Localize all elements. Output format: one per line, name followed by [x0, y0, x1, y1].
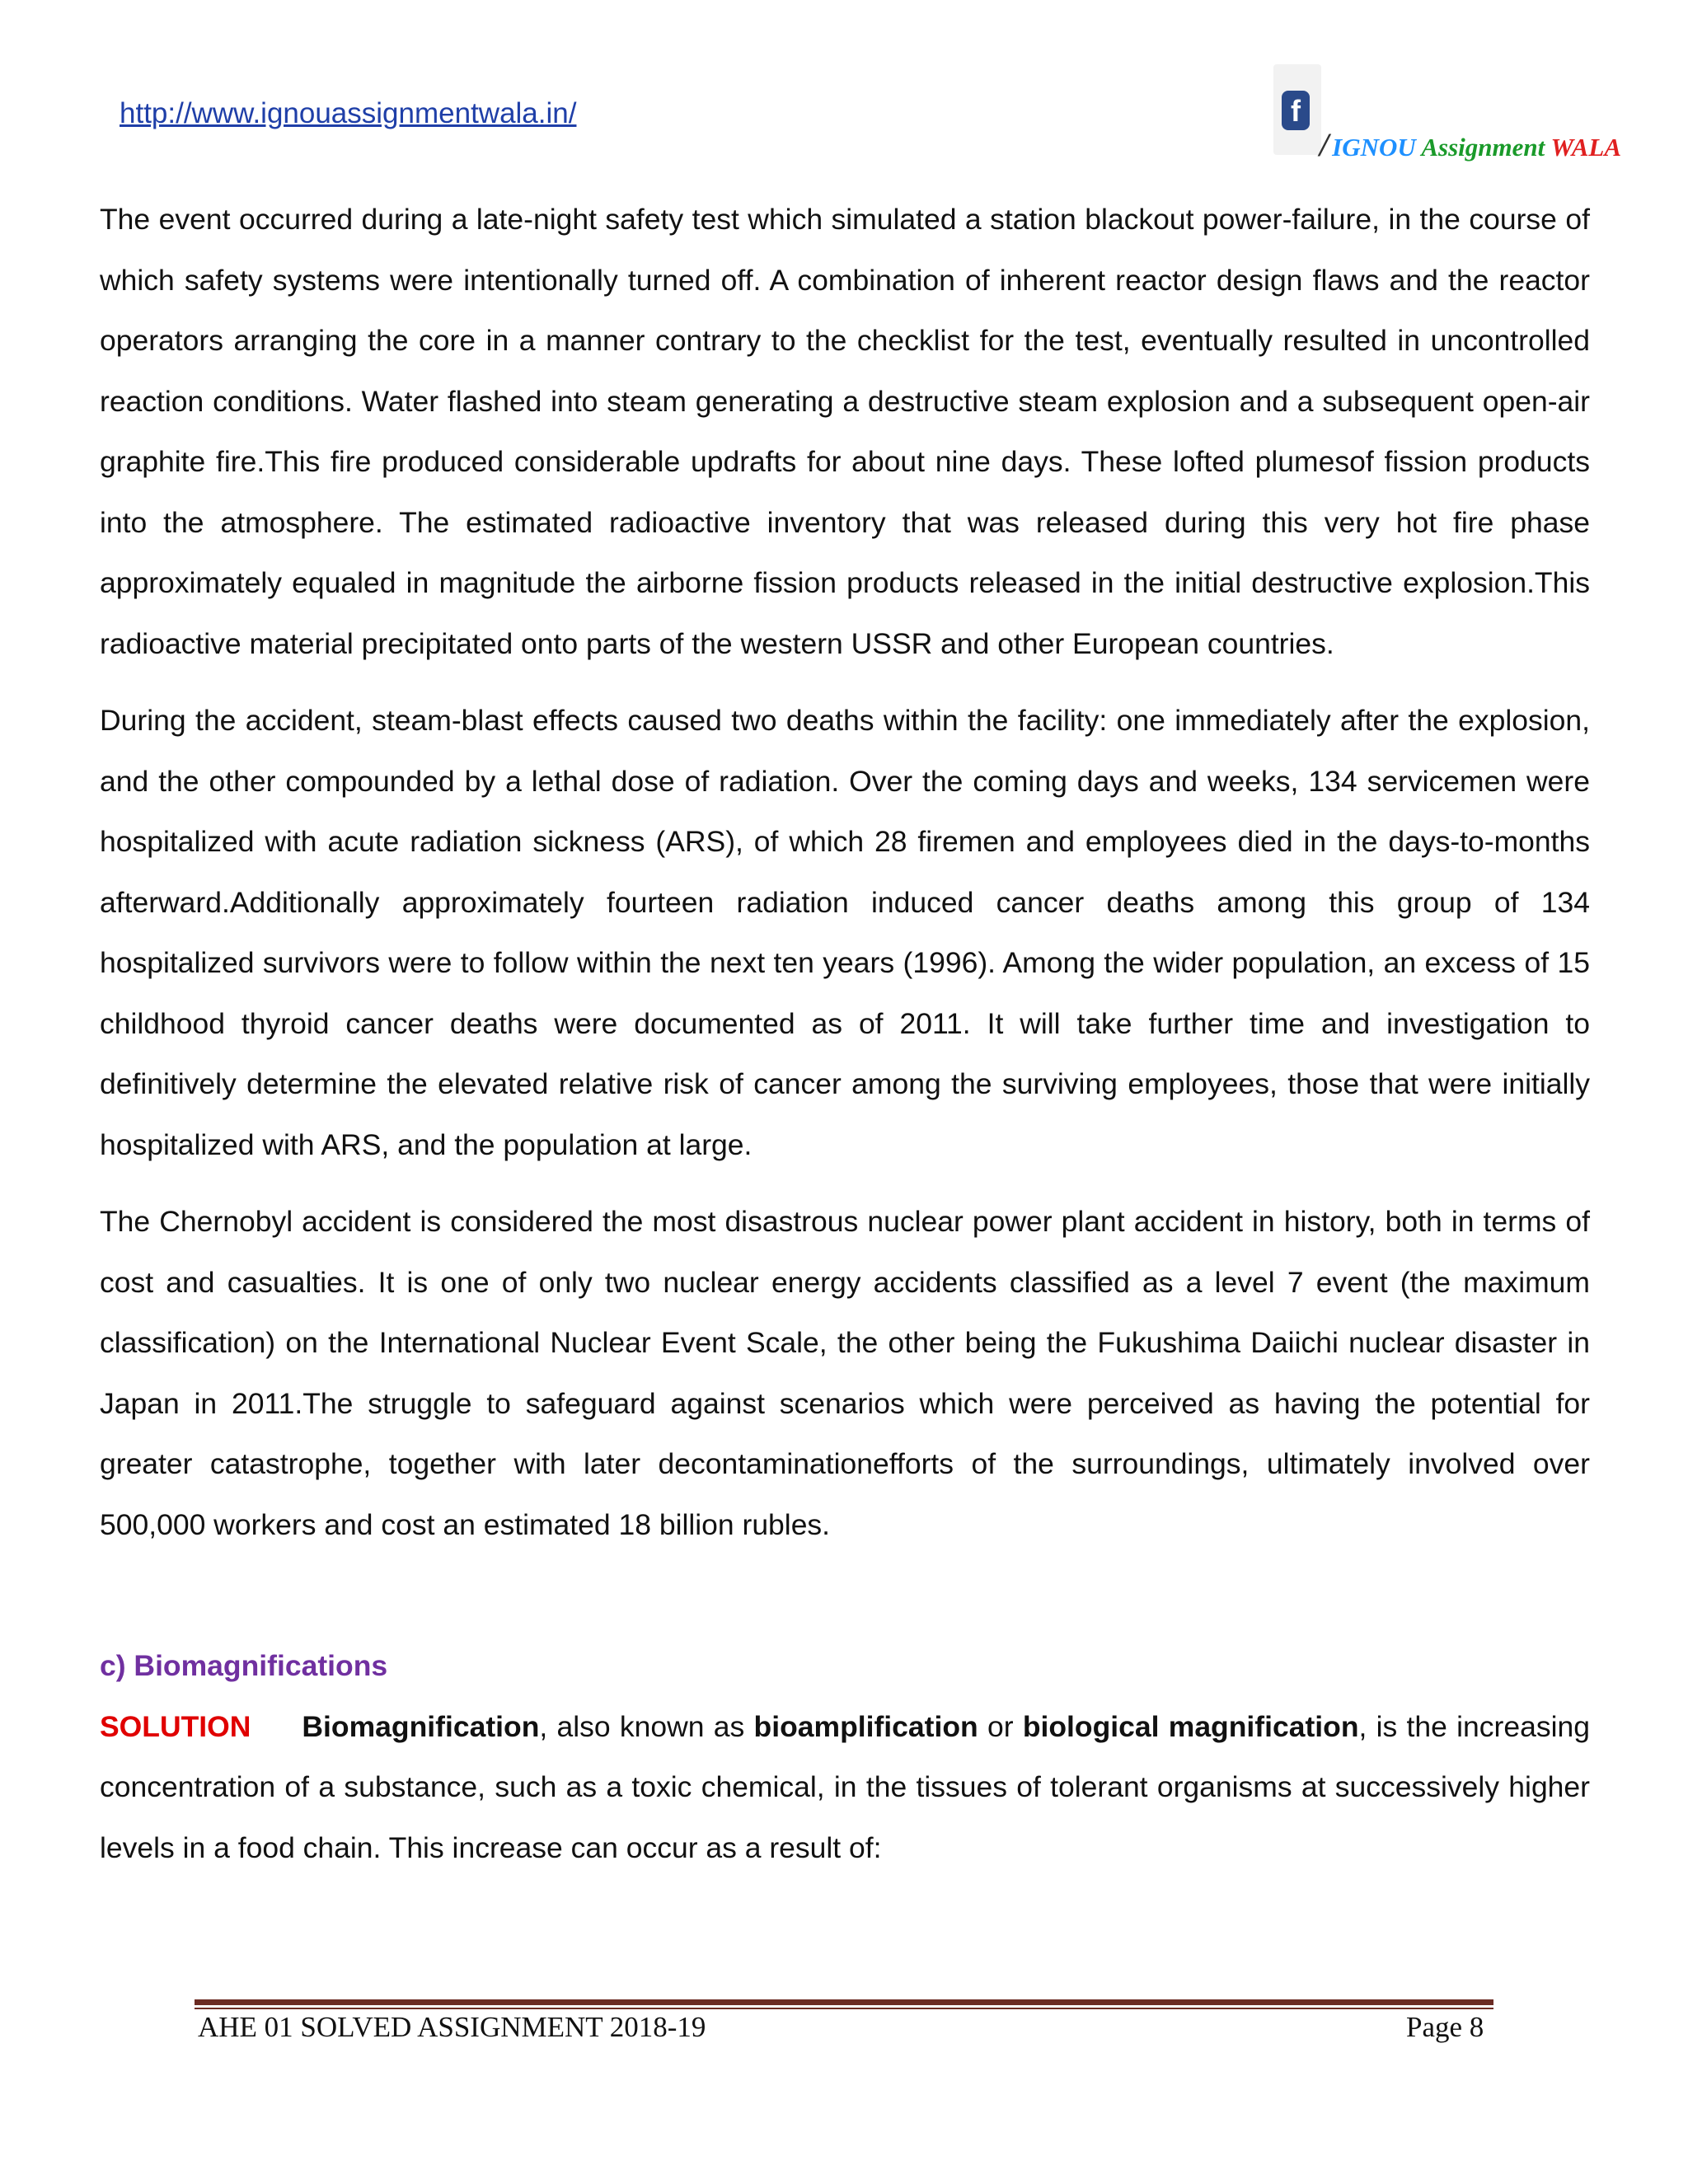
- term-bioamplification: bioamplification: [753, 1709, 978, 1743]
- solution-text-1: , also known as: [539, 1709, 754, 1743]
- brand-wala: WALA: [1550, 133, 1622, 162]
- paragraph-3: The Chernobyl accident is considered the most disastrous nuclear power plant accident in history, both in terms of cost and casualties. It is one of only two nuclear energy accidents classified as a level 7 event (the maximum classification) on the International Nuclear Event Scale, the other being the Fukushima Daiichi nuclear disaster in Japan in 2011.The struggle to safeguard against scenarios which were perceived as having the potential for greater catastrophe, together with later decontaminationefforts of the surroundings, ultimately involved over 500,000 workers and cost an estimated 18 billion rubles.: [100, 1205, 1590, 1541]
- solution-text-3: , is the increasing concentration of a substance, such as a toxic chemical, in the tissues of tolerant organisms at successively higher levels in a food chain. This increase can occur as a result of:: [100, 1709, 1590, 1864]
- facebook-icon: f: [1282, 91, 1310, 130]
- solution-label: SOLUTION: [100, 1709, 251, 1743]
- footer-rule-thin: [195, 2008, 1493, 2009]
- brand-slash: /: [1320, 126, 1329, 163]
- footer-rule: [195, 1999, 1493, 2005]
- brand-logo: [1273, 64, 1622, 163]
- brand-assignment: Assignment: [1421, 133, 1545, 162]
- header-url-link[interactable]: http://www.ignouassignmentwala.in/: [120, 97, 577, 129]
- solution-paragraph: [100, 1697, 1590, 1879]
- brand-ignou: IGNOU: [1332, 133, 1416, 162]
- document-body: [100, 190, 1590, 1895]
- section-heading: c) Biomagnifications: [100, 1649, 388, 1682]
- term-biological-magnification: biological magnification: [1022, 1709, 1359, 1743]
- footer-assignment-title: AHE 01 SOLVED ASSIGNMENT 2018-19: [198, 2011, 706, 2043]
- footer-page-number: Page 8: [1406, 2011, 1484, 2043]
- paragraph-2: During the accident, steam-blast effects caused two deaths within the facility: one immediately after the explosion, and the other compounded by a lethal dose of radiation. Over the coming days and weeks, 134 servicemen were hospitalized with acute radiation sickness (ARS), of which 28 firemen and employees died in the days-to-months afterward.Additionally approximately fourteen radiation induced cancer deaths among this group of 134 hospitalized survivors were to follow within the next ten years (1996). Among the wider population, an excess of 15 childhood thyroid cancer deaths were documented as of 2011. It will take further time and investigation to definitively determine the elevated relative risk of cancer among the surviving employees, those that were initially hospitalized with ARS, and the population at large.: [100, 704, 1590, 1161]
- facebook-badge[interactable]: [1273, 64, 1321, 155]
- term-biomagnification: Biomagnification: [302, 1709, 540, 1743]
- solution-text-2: or: [978, 1709, 1023, 1743]
- paragraph-1: The event occurred during a late-night safety test which simulated a station blackout power-failure, in the course of which safety systems were intentionally turned off. A combination of inherent reactor design flaws and the reactor operators arranging the core in a manner contrary to the checklist for the test, eventually resulted in uncontrolled reaction conditions. Water flashed into steam generating a destructive steam explosion and a subsequent open-air graphite fire.This fire produced considerable updrafts for about nine days. These lofted plumesof fission products into the atmosphere. The estimated radioactive inventory that was released during this very hot fire phase approximately equaled in magnitude the airborne fission products released in the initial destructive explosion.This radioactive material precipitated onto parts of the western USSR and other European countries.: [100, 203, 1590, 660]
- brand-text: [1320, 125, 1621, 164]
